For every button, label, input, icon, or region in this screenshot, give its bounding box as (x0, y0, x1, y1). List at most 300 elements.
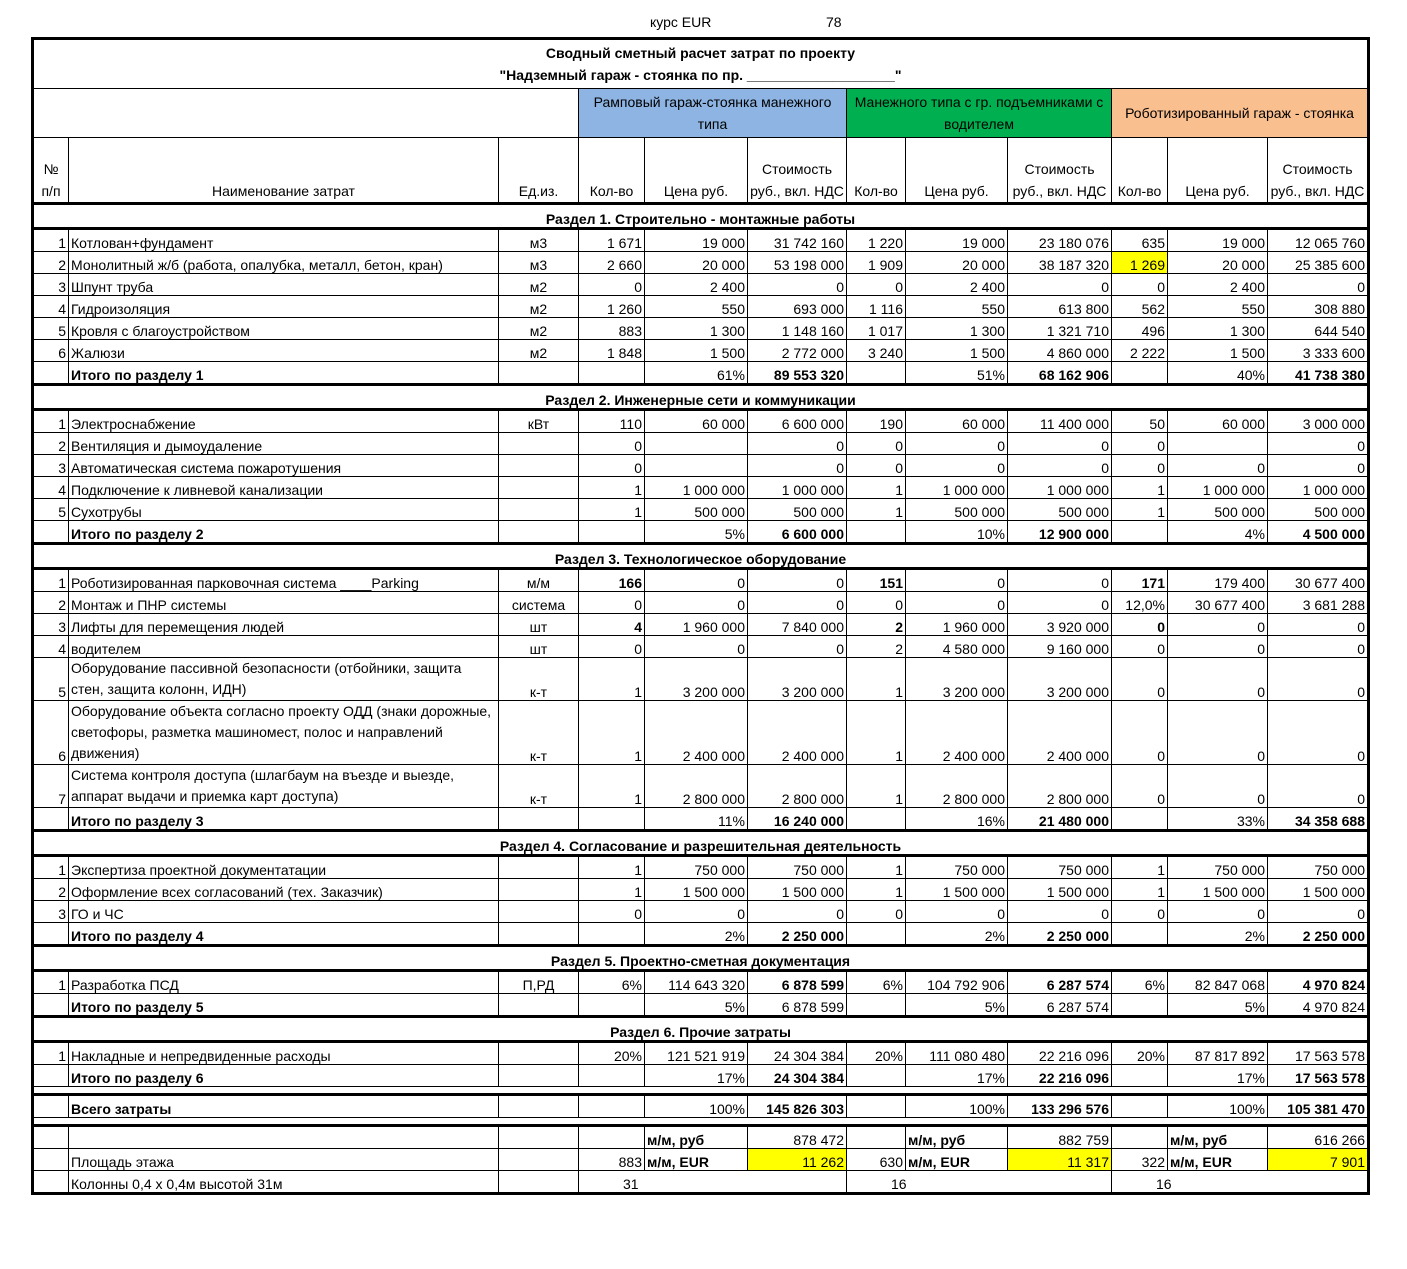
row-name: Разработка ПСД (69, 971, 499, 994)
cell-price: 750 000 (645, 856, 748, 879)
table-row (33, 592, 1369, 614)
row-number: 2 (33, 879, 69, 901)
header-qty: Кол-во (579, 138, 645, 204)
total-cost: 12 900 000 (1008, 521, 1112, 544)
total-label: Итого по разделу 4 (69, 923, 499, 946)
cell-cost: 613 800 (1008, 296, 1112, 318)
cell-qty: 1 (847, 701, 906, 765)
columns-value: 16 (847, 1171, 1112, 1194)
total-price: 5% (1168, 994, 1268, 1017)
table-cell (499, 994, 579, 1017)
total-price: 51% (906, 362, 1008, 385)
total-qty (1112, 362, 1168, 385)
floor-area-value: 322 (1112, 1149, 1168, 1171)
cell-cost: 0 (748, 433, 847, 455)
row-unit: м3 (499, 252, 579, 274)
total-cost: 21 480 000 (1008, 808, 1112, 831)
total-price: 17% (1168, 1065, 1268, 1087)
cell-qty: 1 017 (847, 318, 906, 340)
total-cost: 6 287 574 (1008, 994, 1112, 1017)
total-qty (579, 1065, 645, 1087)
row-name: Оборудование пассивной безопасности (отбойники, защита стен, защита колонн, ИДН) (69, 658, 499, 701)
per-space-rub-label: м/м, руб (906, 1126, 1008, 1149)
row-number: 5 (33, 658, 69, 701)
row-name: Экспертиза проектной документатации (69, 856, 499, 879)
cell-qty: 562 (1112, 296, 1168, 318)
cell-price: 1 300 (645, 318, 748, 340)
table-cell (499, 1149, 579, 1171)
per-space-rub-label: м/м, руб (1168, 1126, 1268, 1149)
header-cost: Стоимость руб., вкл. НДС (1008, 138, 1112, 204)
total-qty (847, 923, 906, 946)
row-number: 4 (33, 477, 69, 499)
table-row (33, 879, 1369, 901)
cell-qty: 1 (847, 765, 906, 808)
table-row (33, 410, 1369, 433)
cell-cost: 30 677 400 (1268, 569, 1369, 592)
cell-cost: 0 (1008, 455, 1112, 477)
row-unit: м2 (499, 296, 579, 318)
cell-cost: 31 742 160 (748, 229, 847, 252)
row-number: 1 (33, 971, 69, 994)
columns-value: 31 (579, 1171, 847, 1194)
total-cost: 34 358 688 (1268, 808, 1369, 831)
cell-cost: 0 (1008, 901, 1112, 923)
section-header (33, 831, 1369, 856)
table-row (33, 614, 1369, 636)
cell-price: 500 000 (906, 499, 1008, 521)
cell-cost: 0 (748, 901, 847, 923)
row-unit: к-т (499, 658, 579, 701)
rate-value: 78 (826, 14, 842, 30)
spacer-row (33, 1118, 1369, 1126)
footer-area-row (33, 1149, 1369, 1171)
row-number: 1 (33, 569, 69, 592)
table-cell (847, 1126, 906, 1149)
cell-qty: 1 116 (847, 296, 906, 318)
table-cell (33, 808, 69, 831)
cell-cost: 500 000 (1008, 499, 1112, 521)
cell-cost: 2 400 000 (748, 701, 847, 765)
total-cost: 41 738 380 (1268, 362, 1369, 385)
section-header (33, 1017, 1369, 1042)
cell-price: 750 000 (906, 856, 1008, 879)
grand-qty (1112, 1095, 1168, 1118)
row-unit: к-т (499, 765, 579, 808)
table-cell (33, 1065, 69, 1087)
total-label: Итого по разделу 1 (69, 362, 499, 385)
cell-cost: 6 878 599 (748, 971, 847, 994)
cell-cost: 0 (748, 636, 847, 658)
row-unit: м3 (499, 229, 579, 252)
section-total-row (33, 362, 1369, 385)
exchange-rate (0, 14, 1407, 34)
total-price: 16% (906, 808, 1008, 831)
cell-price: 2 400 000 (645, 701, 748, 765)
table-cell (69, 1126, 499, 1149)
cell-price: 2 400 (645, 274, 748, 296)
cell-cost: 23 180 076 (1008, 229, 1112, 252)
cell-cost: 0 (1268, 701, 1369, 765)
cell-price: 111 080 480 (906, 1042, 1008, 1065)
table-cell (33, 1126, 69, 1149)
cell-qty: 20% (847, 1042, 906, 1065)
row-unit: к-т (499, 701, 579, 765)
floor-area-value: 883 (579, 1149, 645, 1171)
total-price: 33% (1168, 808, 1268, 831)
row-unit: П,РД (499, 971, 579, 994)
section-title: Раздел 1. Строительно - монтажные работы (33, 204, 1369, 229)
cell-price: 104 792 906 (906, 971, 1008, 994)
header-cost: Стоимость руб., вкл. НДС (1268, 138, 1369, 204)
cell-qty: 1 671 (579, 229, 645, 252)
cell-price: 2 800 000 (906, 765, 1008, 808)
cell-price: 2 400 000 (906, 701, 1008, 765)
row-unit: система (499, 592, 579, 614)
row-number: 5 (33, 318, 69, 340)
cell-price: 20 000 (1168, 252, 1268, 274)
cell-cost: 1 148 160 (748, 318, 847, 340)
section-total-row (33, 521, 1369, 544)
total-price: 40% (1168, 362, 1268, 385)
row-name: Роботизированная парковочная система ____Parking (69, 569, 499, 592)
cell-cost: 0 (1268, 274, 1369, 296)
cell-qty: 1 848 (579, 340, 645, 362)
table-cell (499, 923, 579, 946)
section-title: Раздел 2. Инженерные сети и коммуникации (33, 385, 1369, 410)
row-unit: м2 (499, 274, 579, 296)
table-cell (499, 1171, 579, 1194)
total-qty (1112, 521, 1168, 544)
cell-qty: 12,0% (1112, 592, 1168, 614)
table-cell (499, 1095, 579, 1118)
row-name: Оборудование объекта согласно проекту ОДД (знаки дорожные, светофоры, разметка машиномест, полос и направлений движения) (69, 701, 499, 765)
row-number: 3 (33, 901, 69, 923)
cell-price: 550 (906, 296, 1008, 318)
cell-qty: 110 (579, 410, 645, 433)
cell-cost: 1 500 000 (748, 879, 847, 901)
cell-cost: 9 160 000 (1008, 636, 1112, 658)
section-header (33, 204, 1369, 229)
cell-qty: 190 (847, 410, 906, 433)
cell-qty: 0 (1112, 901, 1168, 923)
row-unit (499, 879, 579, 901)
cell-price: 179 400 (1168, 569, 1268, 592)
cell-price: 19 000 (1168, 229, 1268, 252)
per-space-eur-label: м/м, EUR (906, 1149, 1008, 1171)
row-unit: м2 (499, 340, 579, 362)
total-qty (847, 994, 906, 1017)
row-name: ГО и ЧС (69, 901, 499, 923)
per-space-rub-value: 878 472 (748, 1126, 847, 1149)
total-price: 2% (1168, 923, 1268, 946)
cell-cost: 0 (748, 592, 847, 614)
cell-qty: 0 (847, 433, 906, 455)
section-title: Раздел 4. Согласование и разрешительная деятельность (33, 831, 1369, 856)
cell-price: 3 200 000 (645, 658, 748, 701)
cell-qty: 0 (579, 592, 645, 614)
row-name: Система контроля доступа (шлагбаум на въезде и выезде, аппарат выдачи и приемка карт доступа) (69, 765, 499, 808)
cell-price: 19 000 (906, 229, 1008, 252)
area-label: Площадь этажа (69, 1149, 499, 1171)
row-name: Шпунт труба (69, 274, 499, 296)
row-unit: м2 (499, 318, 579, 340)
row-unit: шт (499, 614, 579, 636)
table-cell (33, 1149, 69, 1171)
cell-cost: 0 (1008, 274, 1112, 296)
row-number: 1 (33, 410, 69, 433)
cell-cost: 500 000 (748, 499, 847, 521)
table-cell (499, 362, 579, 385)
cell-qty: 0 (579, 636, 645, 658)
grand-cost: 105 381 470 (1268, 1095, 1369, 1118)
cell-qty: 0 (1112, 636, 1168, 658)
cell-price: 750 000 (1168, 856, 1268, 879)
cell-qty: 1 269 (1112, 252, 1168, 274)
row-name: Лифты для перемещения людей (69, 614, 499, 636)
cell-price: 500 000 (1168, 499, 1268, 521)
cell-price: 550 (1168, 296, 1268, 318)
row-number: 7 (33, 765, 69, 808)
cell-cost: 2 400 000 (1008, 701, 1112, 765)
cell-cost: 24 304 384 (748, 1042, 847, 1065)
header-qty: Кол-во (1112, 138, 1168, 204)
row-name: Сухотрубы (69, 499, 499, 521)
cell-price: 1 500 (906, 340, 1008, 362)
cell-cost: 1 000 000 (748, 477, 847, 499)
header-unit: Ед.из. (499, 138, 579, 204)
total-qty (1112, 923, 1168, 946)
cell-cost: 0 (1008, 569, 1112, 592)
cell-qty: 166 (579, 569, 645, 592)
cell-price: 0 (906, 901, 1008, 923)
row-name: Котлован+фундамент (69, 229, 499, 252)
row-name: Кровля с благоустройством (69, 318, 499, 340)
cell-price: 1 500 (1168, 340, 1268, 362)
total-qty (1112, 994, 1168, 1017)
cell-price: 19 000 (645, 229, 748, 252)
cell-qty: 1 (579, 701, 645, 765)
cell-cost: 750 000 (748, 856, 847, 879)
title-line-1: Сводный сметный расчет затрат по проекту (545, 45, 856, 61)
cell-qty: 883 (579, 318, 645, 340)
cell-qty: 4 (579, 614, 645, 636)
table-row (33, 318, 1369, 340)
cell-qty: 1 (1112, 499, 1168, 521)
cell-qty: 0 (1112, 433, 1168, 455)
cell-price: 2 400 (1168, 274, 1268, 296)
table-row (33, 856, 1369, 879)
cell-qty: 1 (579, 499, 645, 521)
row-number: 1 (33, 856, 69, 879)
column-header-row (33, 138, 1369, 204)
total-cost: 2 250 000 (748, 923, 847, 946)
table-cell (499, 1126, 579, 1149)
table-cell (499, 521, 579, 544)
cell-price: 1 960 000 (645, 614, 748, 636)
cell-qty: 1 (579, 477, 645, 499)
cell-cost: 0 (1008, 433, 1112, 455)
grand-price: 100% (1168, 1095, 1268, 1118)
per-space-eur-value: 11 317 (1008, 1149, 1112, 1171)
row-name: Жалюзи (69, 340, 499, 362)
header-price: Цена руб. (906, 138, 1008, 204)
table-row (33, 455, 1369, 477)
cell-price: 82 847 068 (1168, 971, 1268, 994)
cell-qty: 1 (847, 499, 906, 521)
cell-cost: 0 (1008, 592, 1112, 614)
cell-cost: 1 500 000 (1008, 879, 1112, 901)
row-unit (499, 901, 579, 923)
grand-cost: 145 826 303 (748, 1095, 847, 1118)
total-price: 17% (645, 1065, 748, 1087)
cell-price: 500 000 (645, 499, 748, 521)
header-price: Цена руб. (1168, 138, 1268, 204)
cell-qty: 1 (579, 879, 645, 901)
cell-cost: 2 772 000 (748, 340, 847, 362)
cell-price: 0 (1168, 455, 1268, 477)
cell-cost: 6 600 000 (748, 410, 847, 433)
row-name: Автоматическая система пожаротушения (69, 455, 499, 477)
estimate-table (31, 37, 1370, 1195)
total-qty (579, 521, 645, 544)
cell-qty: 1 (847, 477, 906, 499)
footer-rub-row (33, 1126, 1369, 1149)
cell-qty: 6% (1112, 971, 1168, 994)
per-space-rub-value: 616 266 (1268, 1126, 1369, 1149)
section-header (33, 385, 1369, 410)
rate-label: курс EUR (650, 14, 712, 30)
row-number: 2 (33, 252, 69, 274)
row-name: Накладные и непредвиденные расходы (69, 1042, 499, 1065)
row-name: водителем (69, 636, 499, 658)
table-cell (33, 362, 69, 385)
table-row (33, 971, 1369, 994)
cell-cost: 308 880 (1268, 296, 1369, 318)
cell-price: 114 643 320 (645, 971, 748, 994)
cell-price: 0 (906, 433, 1008, 455)
row-unit (499, 477, 579, 499)
cell-cost: 1 000 000 (1268, 477, 1369, 499)
columns-label: Колонны 0,4 х 0,4м высотой 31м (69, 1171, 499, 1194)
table-cell (33, 521, 69, 544)
row-number: 4 (33, 296, 69, 318)
total-qty (1112, 1065, 1168, 1087)
table-row (33, 340, 1369, 362)
cell-qty: 0 (579, 433, 645, 455)
row-unit (499, 433, 579, 455)
cell-qty: 1 (847, 856, 906, 879)
cell-price: 0 (1168, 614, 1268, 636)
cell-cost: 693 000 (748, 296, 847, 318)
cell-price: 1 000 000 (906, 477, 1008, 499)
cell-price: 2 800 000 (645, 765, 748, 808)
cell-cost: 750 000 (1008, 856, 1112, 879)
cell-qty: 171 (1112, 569, 1168, 592)
row-name: Вентиляция и дымоудаление (69, 433, 499, 455)
total-qty (579, 362, 645, 385)
row-number: 4 (33, 636, 69, 658)
cell-qty: 6% (579, 971, 645, 994)
table-cell (499, 1065, 579, 1087)
grand-price: 100% (906, 1095, 1008, 1118)
spacer (33, 1118, 1369, 1126)
cell-qty: 0 (579, 901, 645, 923)
total-cost: 4 970 824 (1268, 994, 1369, 1017)
cell-price: 3 200 000 (906, 658, 1008, 701)
group-header-spacer (33, 89, 579, 138)
cell-qty: 1 (579, 856, 645, 879)
row-unit: шт (499, 636, 579, 658)
cell-cost: 2 800 000 (1008, 765, 1112, 808)
cell-qty: 0 (1112, 765, 1168, 808)
cell-qty: 2 660 (579, 252, 645, 274)
row-name: Монтаж и ПНР системы (69, 592, 499, 614)
table-row (33, 252, 1369, 274)
cell-qty: 0 (847, 901, 906, 923)
table-cell (33, 1171, 69, 1194)
grand-qty (579, 1095, 645, 1118)
section-total-row (33, 1065, 1369, 1087)
cell-cost: 0 (748, 569, 847, 592)
table-row (33, 765, 1369, 808)
row-number: 1 (33, 229, 69, 252)
cell-price: 121 521 919 (645, 1042, 748, 1065)
total-cost: 17 563 578 (1268, 1065, 1369, 1087)
table-row (33, 477, 1369, 499)
cell-qty: 1 (1112, 856, 1168, 879)
cell-price: 4 580 000 (906, 636, 1008, 658)
cell-price: 0 (906, 592, 1008, 614)
cell-qty: 151 (847, 569, 906, 592)
total-cost: 89 553 320 (748, 362, 847, 385)
cell-cost: 1 000 000 (1008, 477, 1112, 499)
row-number: 6 (33, 340, 69, 362)
table-cell (33, 994, 69, 1017)
row-name: Монолитный ж/б (работа, опалубка, металл, бетон, кран) (69, 252, 499, 274)
row-unit: м/м (499, 569, 579, 592)
per-space-rub-value: 882 759 (1008, 1126, 1112, 1149)
cell-qty: 1 (847, 658, 906, 701)
total-cost: 24 304 384 (748, 1065, 847, 1087)
section-header (33, 946, 1369, 971)
per-space-rub-label: м/м, руб (645, 1126, 748, 1149)
cell-qty: 1 (579, 765, 645, 808)
cell-qty: 1 (1112, 879, 1168, 901)
row-unit (499, 856, 579, 879)
columns-value: 16 (1112, 1171, 1369, 1194)
table-cell (1112, 1126, 1168, 1149)
cell-cost: 2 800 000 (748, 765, 847, 808)
row-unit (499, 455, 579, 477)
table-row (33, 274, 1369, 296)
cell-cost: 1 321 710 (1008, 318, 1112, 340)
cell-qty: 0 (579, 274, 645, 296)
cell-cost: 12 065 760 (1268, 229, 1369, 252)
per-space-eur-value: 7 901 (1268, 1149, 1369, 1171)
total-qty (847, 521, 906, 544)
floor-area-value: 630 (847, 1149, 906, 1171)
total-cost: 2 250 000 (1268, 923, 1369, 946)
cell-price (1168, 433, 1268, 455)
cell-qty: 0 (1112, 614, 1168, 636)
cell-cost: 1 500 000 (1268, 879, 1369, 901)
group-header-robot: Роботизированный гараж - стоянка (1112, 89, 1369, 138)
cell-cost: 644 540 (1268, 318, 1369, 340)
total-price: 2% (906, 923, 1008, 946)
per-space-eur-label: м/м, EUR (645, 1149, 748, 1171)
section-title: Раздел 5. Проектно-сметная документация (33, 946, 1369, 971)
